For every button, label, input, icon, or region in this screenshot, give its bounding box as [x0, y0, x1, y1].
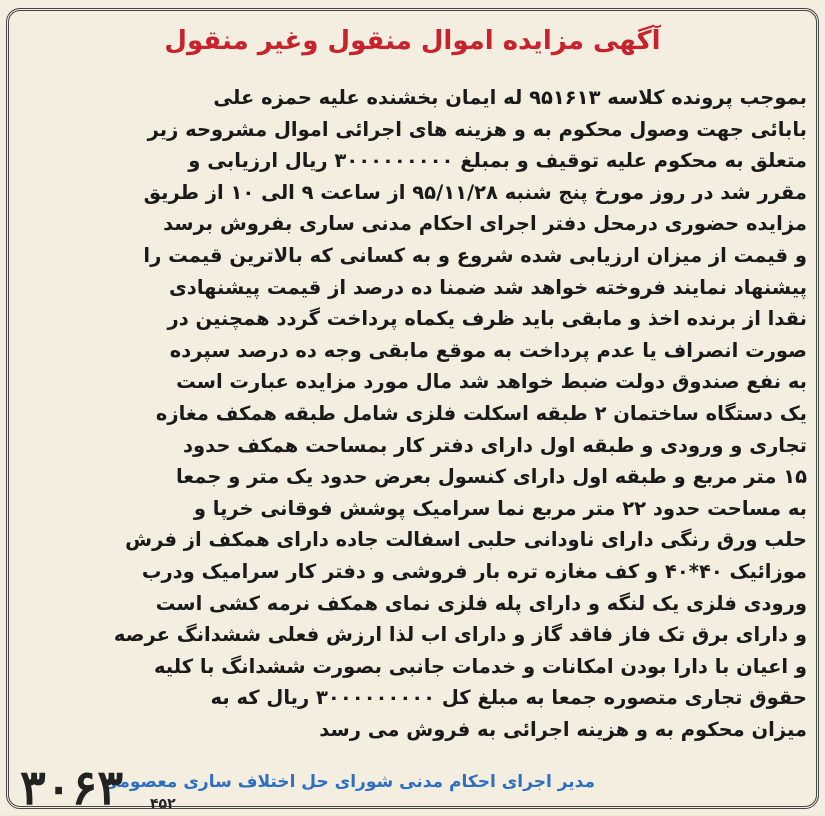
notice-line: مزایده حضوری درمحل دفتر اجرای احکام مدنی ساری بفروش برسد	[163, 212, 807, 236]
notice-line: و اعیان با دارا بودن امکانات و خدمات جانبی بصورت ششدانگ با کلیه	[153, 654, 807, 678]
notice-line: یک دستگاه ساختمان ۲ طبقه اسکلت فلزی شامل طبقه همکف مغازه	[155, 401, 807, 425]
notice-line: به مساحت حدود ۲۲ متر مربع نما سرامیک پوشش فوقانی خرپا و	[193, 496, 807, 520]
handwritten-number: ۳۰۶۳	[20, 760, 124, 816]
notice-line: ۱۵ متر مربع و طبقه اول دارای کنسول بعرض حدود یک متر و جمعا	[175, 465, 807, 489]
notice-signature: مدیر اجرای احکام مدنی شورای حل اختلاف ساری معصومی	[102, 772, 595, 792]
notice-line: و قیمت از میزان ارزیابی شده شروع و به کسانی که بالاترین قیمت را	[143, 243, 807, 267]
notice-title: آگهی مزایده اموال منقول وغیر منقول	[164, 26, 661, 56]
notice-line: تجاری و ورودی و طبقه اول دارای دفتر کار بمساحت همکف حدود	[182, 433, 807, 457]
notice-line: نقدا از برنده اخذ و مابقی باید ظرف یکماه پرداخت گردد همچنین در	[167, 307, 807, 331]
notice-line: ورودی فلزی یک لنگه و دارای پله فلزی نمای همکف نرمه کشی است	[155, 591, 807, 615]
notice-line: صورت انصراف یا عدم پرداخت به موقع مابقی وجه ده درصد سپرده	[169, 338, 807, 362]
notice-line: حلب ورق رنگی دارای ناودانی حلبی اسفالت جاده دارای همکف از فرش	[125, 528, 807, 552]
notice-line: پیشنهاد نمایند فروخته خواهد شد ضمنا ده درصد از قیمت پیشنهادی	[168, 275, 807, 299]
notice-line: بموجب پرونده کلاسه ۹۵۱۶۱۳ له ایمان بخشنده علیه حمزه علی	[213, 86, 807, 109]
notice-line: بابائی جهت وصول محکوم به و هزینه های اجرائی اموال مشروحه زیر	[147, 117, 807, 141]
notice-line: و دارای برق تک فاز فاقد گاز و دارای اب لذا ارزش فعلی ششدانگ عرصه	[113, 623, 807, 647]
notice-line: مقرر شد در روز مورخ پنج شنبه ۹۵/۱۱/۲۸ از ساعت ۹ الی ۱۰ از طریق	[143, 180, 807, 204]
notice-line: موزائیک ۴۰*۴۰ و کف مغازه تره بار فروشی و دفتر کار سرامیک ودرب	[141, 559, 807, 583]
notice-line: حقوق تجاری متصوره جمعا به مبلغ کل ۳۰۰۰۰۰۰۰۰۰ ریال که به	[210, 686, 807, 710]
notice-body	[38, 82, 807, 745]
notice-line: میزان محکوم به و هزینه اجرائی به فروش می رسد	[319, 717, 807, 741]
page-number: ۴۵۲	[150, 796, 176, 812]
notice-line: متعلق به محکوم علیه توقیف و بمبلغ ۳۰۰۰۰۰۰۰۰۰ ریال ارزیابی و	[188, 149, 807, 173]
notice-line: به نفع صندوق دولت ضبط خواهد شد مال مورد مزایده عبارت است	[176, 370, 807, 394]
